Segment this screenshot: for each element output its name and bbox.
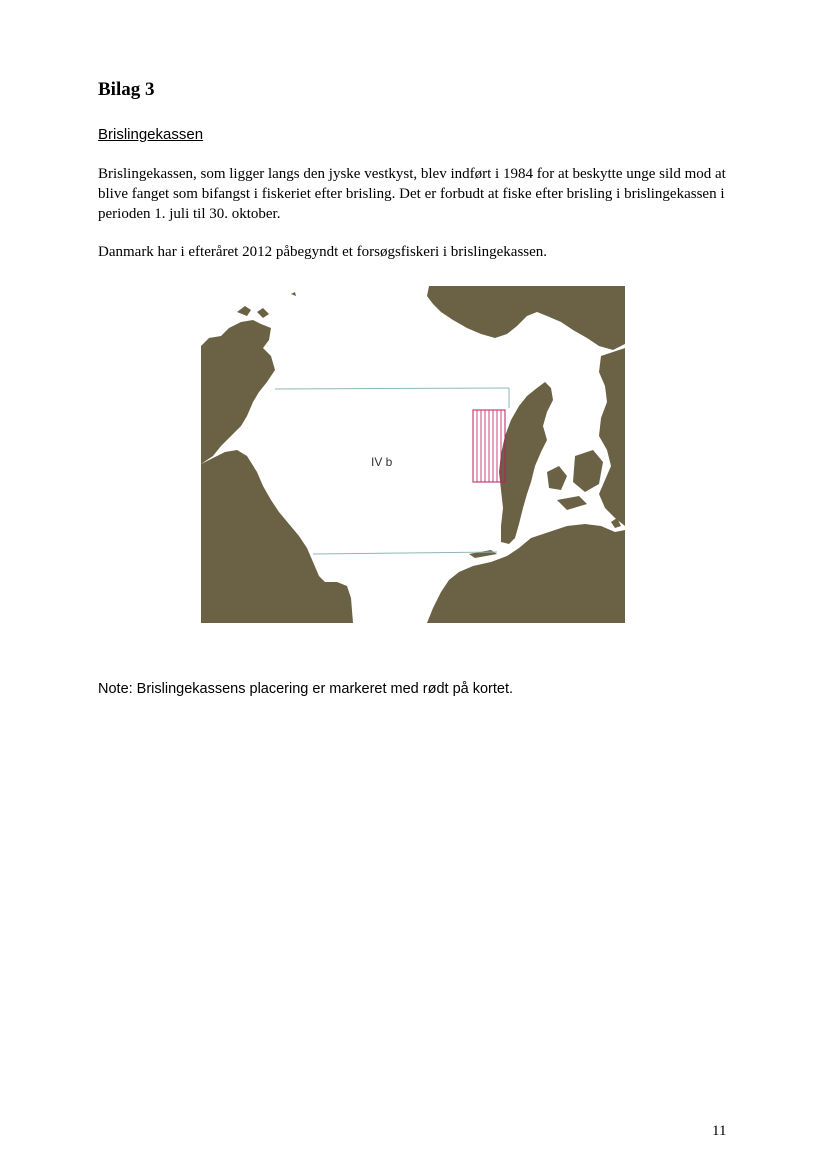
trial-fishery-paragraph: Danmark har i efteråret 2012 påbegyndt et forsøgsfiskeri i brislingekassen. [98, 244, 548, 260]
map-note: Note: Brislingekassens placering er markeret med rødt på kortet. [98, 681, 514, 697]
area-label-ivb: IV b [371, 455, 393, 469]
north-sea-map [201, 286, 625, 623]
intro-paragraph: Brislingekassen, som ligger langs den jyske vestkyst, blev indført i 1984 for at beskytte unge sild mod at blive fanget som bifangst i fiskeriet efter brisling. Det er forbudt at fiske efter brisling i brislingekassen i perioden 1. juli til 30. oktober. [98, 166, 726, 222]
map-svg [201, 286, 625, 623]
page-heading: Bilag 3 [98, 79, 155, 100]
land-sweden [599, 348, 625, 526]
section-subheading: Brislingekassen [98, 126, 204, 143]
page-number: 11 [712, 1123, 727, 1139]
